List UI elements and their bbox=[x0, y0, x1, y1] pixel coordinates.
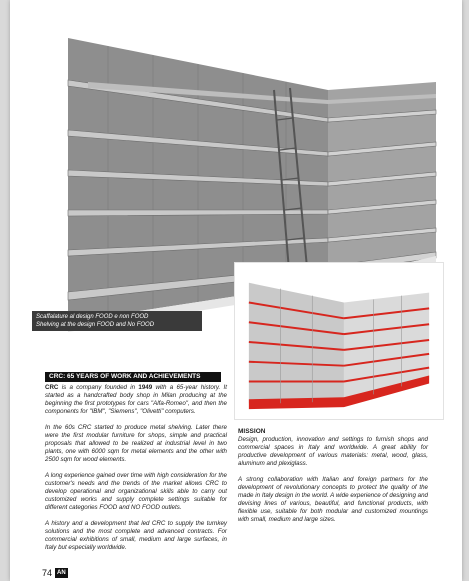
photo-caption bbox=[32, 311, 202, 331]
page-number: 74 bbox=[42, 568, 53, 578]
paragraph-text: with a 65-year history. It started as a handcrafted body shop in Milan producing at the beginning the first prototypes for cars "Alfa-Romeo", and then the components for "IBM", "Siemens", "Olivetti" computers. bbox=[45, 384, 227, 415]
paragraph-history bbox=[45, 384, 227, 416]
red-shelving-illustration bbox=[235, 263, 443, 419]
section-heading: CRC: 65 YEARS OF WORK AND ACHIEVEMENTS bbox=[45, 372, 221, 382]
paragraph-shelving: In the 60s CRC started to produce metal shelving. Later there were the first modular furniture for shops, simple and practical proposals that allowed to be realized at industrial level in two plants, one with 6000 sqm for metal elements and the other with 2500 sqm for wood elements. bbox=[45, 424, 227, 463]
paragraph-mission: Design, production, innovation and settings to furnish shops and commercial spaces in Italy and worldwide. A great ability for productive development of various materials: metal, wood, glass, aluminum and plexiglass. bbox=[238, 436, 428, 467]
paragraph-text: is a company founded in bbox=[58, 384, 139, 391]
founding-year: 1949 bbox=[138, 384, 153, 391]
caption-line-italian: Scaffalature al design FOOD e non FOOD bbox=[36, 314, 149, 320]
paragraph-experience: A long experience gained over time with high consideration for the customer's needs and the trends of the market allows CRC to develop operational and organizational skills able to carry out customized works and supply complete settings suitable for different categories FOOD and NO FOOD outlets. bbox=[45, 472, 227, 511]
paragraph-collaboration: A strong collaboration with Italian and foreign partners for the development of revolutionary concepts to protect the quality of the made in Italy design in the world. A wide experience of designing and devising lines of various, beautiful, and functional products, with flexible use, suitable for both modular and customized mountings with small, medium and large sizes. bbox=[238, 476, 428, 523]
page-footer bbox=[42, 568, 68, 578]
red-shelving-photo bbox=[234, 262, 444, 420]
mission-heading: MISSION bbox=[238, 428, 266, 435]
paragraph-development: A history and a development that led CRC to supply the turnkey solutions and the most complete and advanced contracts. For commercial exhibitions of small, medium and large surfaces, in Italy but especially worldwide. bbox=[45, 520, 227, 551]
left-text-column bbox=[45, 384, 227, 560]
magazine-page bbox=[10, 0, 462, 581]
right-text-column bbox=[238, 428, 428, 532]
publication-logo: AN bbox=[57, 570, 66, 576]
company-name: CRC bbox=[45, 384, 59, 391]
caption-line-english: Shelving at the design FOOD and No FOOD bbox=[36, 322, 155, 328]
